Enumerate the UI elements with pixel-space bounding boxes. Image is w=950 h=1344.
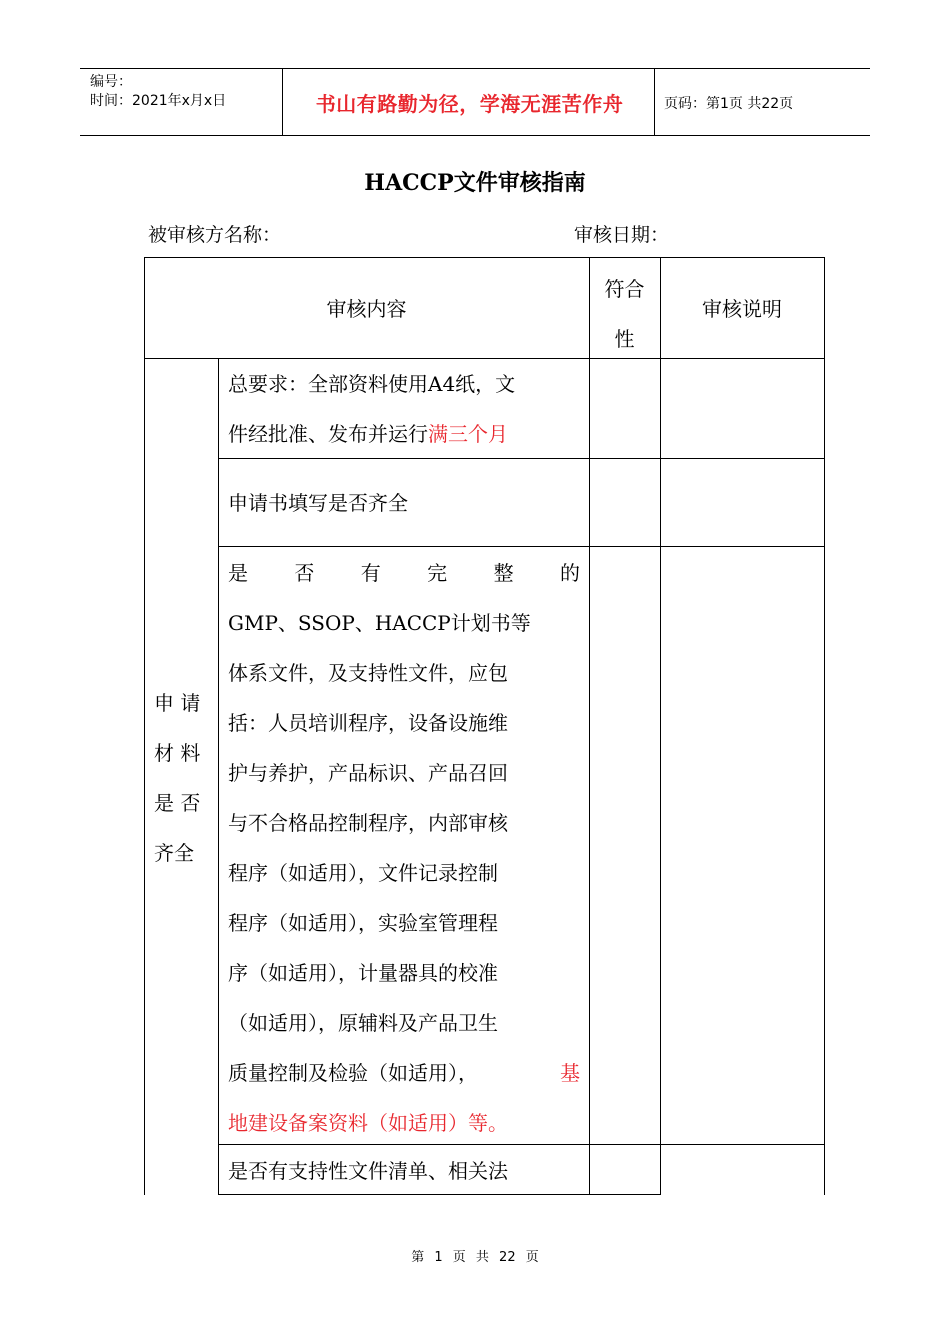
row-system-documents <box>228 548 580 1148</box>
document-title: HACCP文件审核指南 <box>364 170 586 196</box>
header-conformity-cell <box>589 264 660 364</box>
group-label-line: 是 否 <box>154 791 201 815</box>
row-supporting-list <box>228 1146 508 1196</box>
row-text-line: 程序（如适用），文件记录控制 <box>228 861 498 885</box>
serial-label: 编号： <box>90 74 132 90</box>
row-word: 有 <box>360 561 381 585</box>
row-text-highlight: 基 <box>560 1061 580 1085</box>
row-application-form <box>228 478 408 528</box>
row-text-line <box>228 409 515 459</box>
group-label-line: 齐全 <box>154 841 194 865</box>
table-border <box>218 546 825 547</box>
header-notes-label: 审核说明 <box>702 297 782 321</box>
header-content-cell <box>144 257 589 358</box>
row-text-line <box>228 1048 580 1098</box>
row-text-line: 是否有支持性文件清单、相关法 <box>228 1159 508 1183</box>
row-text-line: 序（如适用），计量器具的校准 <box>228 961 498 985</box>
table-border <box>824 257 825 1195</box>
row-text-line: 总要求：全部资料使用A4纸，文 <box>228 372 516 396</box>
row-text-segment: 质量控制及检验（如适用）， <box>228 1061 478 1085</box>
audit-date-label: 审核日期： <box>574 224 670 246</box>
row-text-line: GMP、SSOP、HACCP计划书等 <box>228 611 531 635</box>
row-text-line: 与不合格品控制程序，内部审核 <box>228 811 508 835</box>
header-content-label: 审核内容 <box>326 297 407 321</box>
table-border <box>144 257 145 1195</box>
group-label <box>154 678 200 878</box>
row-text-line: 申请书填写是否齐全 <box>228 491 408 515</box>
table-border <box>218 358 219 1195</box>
row-word: 的 <box>559 561 580 585</box>
row-word: 是 <box>228 561 248 585</box>
auditee-label: 被审核方名称： <box>148 224 282 246</box>
table-border <box>660 257 661 1195</box>
row-word: 整 <box>493 561 514 585</box>
row-text-line: 程序（如适用），实验室管理程 <box>228 911 498 935</box>
row-text-line: （如适用），原辅料及产品卫生 <box>228 1011 498 1035</box>
time-label: 时间：2021年x月x日 <box>90 93 227 109</box>
row-text-highlight: 地建设备案资料（如适用）等。 <box>228 1111 508 1135</box>
row-text-line: 括：人员培训程序，设备设施维 <box>228 711 508 735</box>
table-border <box>589 257 590 1195</box>
row-word: 完 <box>427 561 448 585</box>
page-footer: 第 1 页 共 22 页 <box>411 1250 539 1265</box>
row-word: 否 <box>294 561 315 585</box>
header-slogan: 书山有路勤为径，学海无涯苦作舟 <box>315 91 624 116</box>
header-conformity-label: 性 <box>614 327 635 351</box>
row-text-segment: 件经批准、发布并运行 <box>228 422 428 446</box>
row-text-line: 护与养护，产品标识、产品召回 <box>228 761 508 785</box>
row-text-line <box>228 548 580 598</box>
row-text-highlight: 满三个月 <box>428 422 508 446</box>
row-general-requirement <box>228 359 515 459</box>
group-label-line: 申 请 <box>154 691 201 715</box>
row-text-line: 体系文件，及支持性文件，应包 <box>228 661 508 685</box>
header-page-info: 页码：第1页 共22页 <box>664 96 794 112</box>
header-conformity-label: 符合 <box>604 277 645 301</box>
header-notes-cell <box>660 257 824 358</box>
group-label-line: 材 料 <box>154 741 201 765</box>
